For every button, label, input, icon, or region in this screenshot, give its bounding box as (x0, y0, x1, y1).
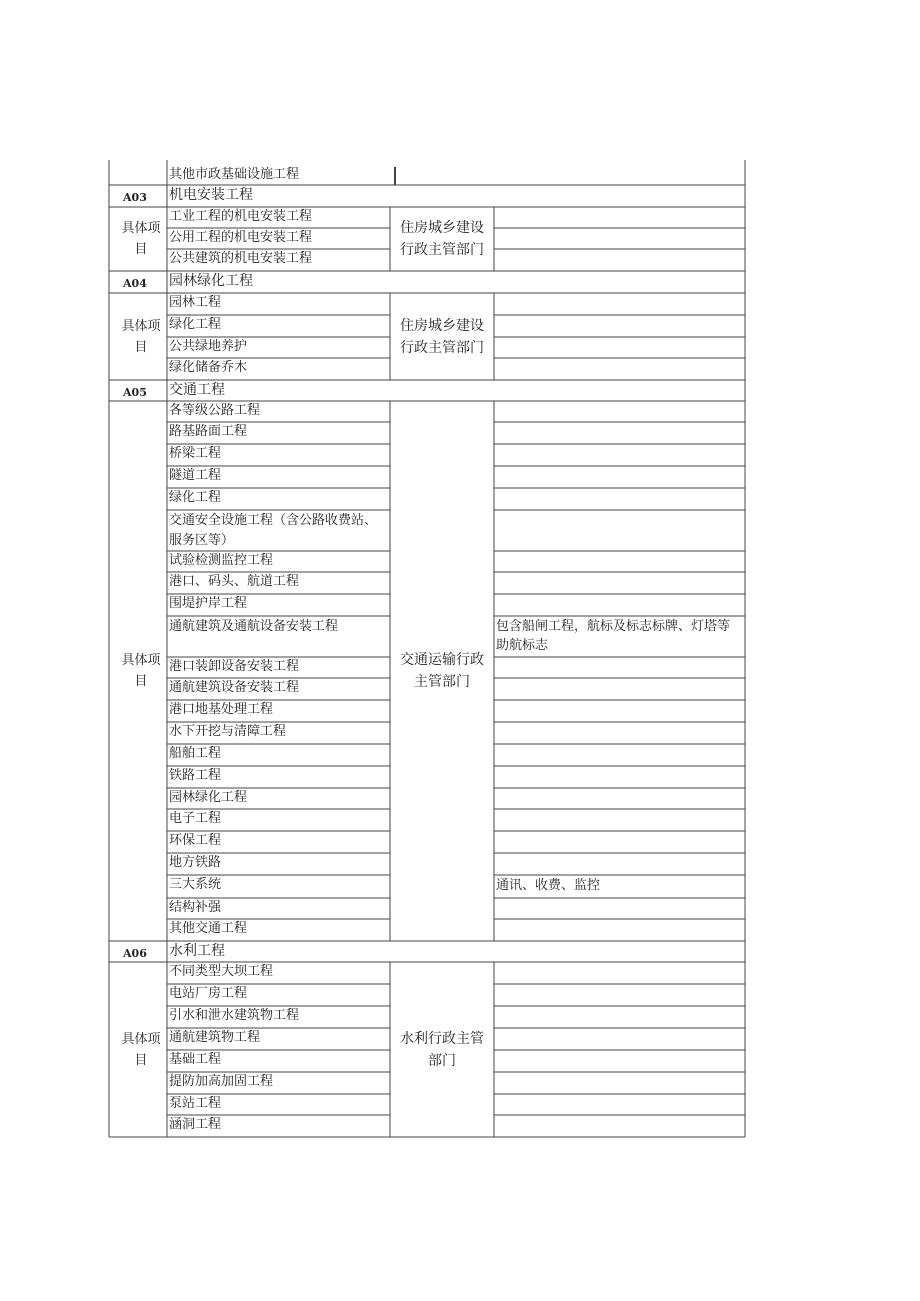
table-row-item: 各等级公路工程 (169, 403, 261, 418)
table-row-item: 提防加高加固工程 (169, 1074, 274, 1089)
continuation-item: 其他市政基础设施工程 (169, 167, 300, 182)
table-row-item: 公用工程的机电安装工程 (169, 230, 313, 245)
category-name: 交通工程 (169, 382, 225, 398)
table-row-item: 桥梁工程 (169, 446, 222, 461)
responsible-department: 住房城乡建设行政主管部门 (400, 317, 484, 356)
table-row-item: 铁路工程 (169, 768, 222, 783)
responsible-department: 住房城乡建设行政主管部门 (400, 220, 484, 258)
table-row-item: 地方铁路 (169, 855, 222, 870)
category-code: A06 (123, 947, 147, 960)
table-row-note: 通讯、收费、监控 (496, 878, 601, 893)
table-row-item: 工业工程的机电安装工程 (169, 209, 313, 224)
table-row-item: 泵站工程 (169, 1096, 222, 1111)
specific-items-label: 具体项目 (121, 653, 161, 689)
table-row-item: 船舶工程 (169, 746, 222, 761)
table-row-item: 通航建筑设备安装工程 (169, 680, 300, 695)
specific-items-label: 具体项目 (121, 1031, 161, 1068)
specific-items-label: 具体项目 (121, 221, 161, 257)
table-row-item: 三大系统 (169, 877, 222, 892)
table-row-item: 园林工程 (169, 295, 222, 310)
specific-items-label: 具体项目 (121, 318, 161, 355)
table-row-item: 不同类型大坝工程 (169, 964, 274, 979)
category-name: 机电安装工程 (169, 187, 253, 203)
table-row-item: 通航建筑物工程 (169, 1030, 261, 1045)
table-row-item: 试验检测监控工程 (169, 553, 274, 568)
table-row-item: 绿化工程 (169, 317, 222, 332)
table-row-item: 隧道工程 (169, 468, 222, 483)
table-row-item: 港口装卸设备安装工程 (169, 659, 300, 674)
table-row-item: 其他交通工程 (169, 921, 248, 936)
table-row-item: 路基路面工程 (169, 424, 248, 439)
responsible-department: 水利行政主管部门 (400, 1030, 484, 1069)
responsible-department: 交通运输行政主管部门 (400, 652, 484, 690)
table-row-item: 电子工程 (169, 811, 222, 826)
category-code: A05 (123, 386, 147, 399)
table-row-item: 交通安全设施工程（含公路收费站、服务区等） (169, 513, 378, 548)
table-row-item: 涵洞工程 (169, 1117, 222, 1132)
table-row-item: 园林绿化工程 (169, 790, 248, 805)
category-code: A04 (123, 277, 147, 290)
table-row-item: 引水和泄水建筑物工程 (169, 1008, 300, 1023)
table-row-item: 公共绿地养护 (169, 339, 248, 354)
table-row-item: 电站厂房工程 (169, 986, 248, 1001)
table-row-item: 基础工程 (169, 1052, 222, 1067)
table-row-item: 港口、码头、航道工程 (169, 574, 300, 589)
category-name: 水利工程 (169, 943, 225, 959)
category-code: A03 (123, 191, 147, 204)
table-row-item: 绿化工程 (169, 490, 222, 505)
table-row-item: 围堤护岸工程 (169, 596, 248, 611)
table-row-item: 绿化储备乔木 (169, 360, 248, 375)
table-row-item: 环保工程 (169, 833, 222, 848)
category-name: 园林绿化工程 (169, 273, 253, 289)
table-row-note: 包含船闸工程，航标及标志标牌、灯塔等助航标志 (496, 619, 731, 653)
table-row-item: 公共建筑的机电安装工程 (169, 251, 313, 266)
table-row-item: 水下开挖与清障工程 (169, 724, 287, 739)
table-row-item: 通航建筑及通航设备安装工程 (169, 619, 339, 634)
table-row-item: 结构补强 (169, 900, 222, 915)
table-row-item: 港口地基处理工程 (169, 702, 274, 717)
